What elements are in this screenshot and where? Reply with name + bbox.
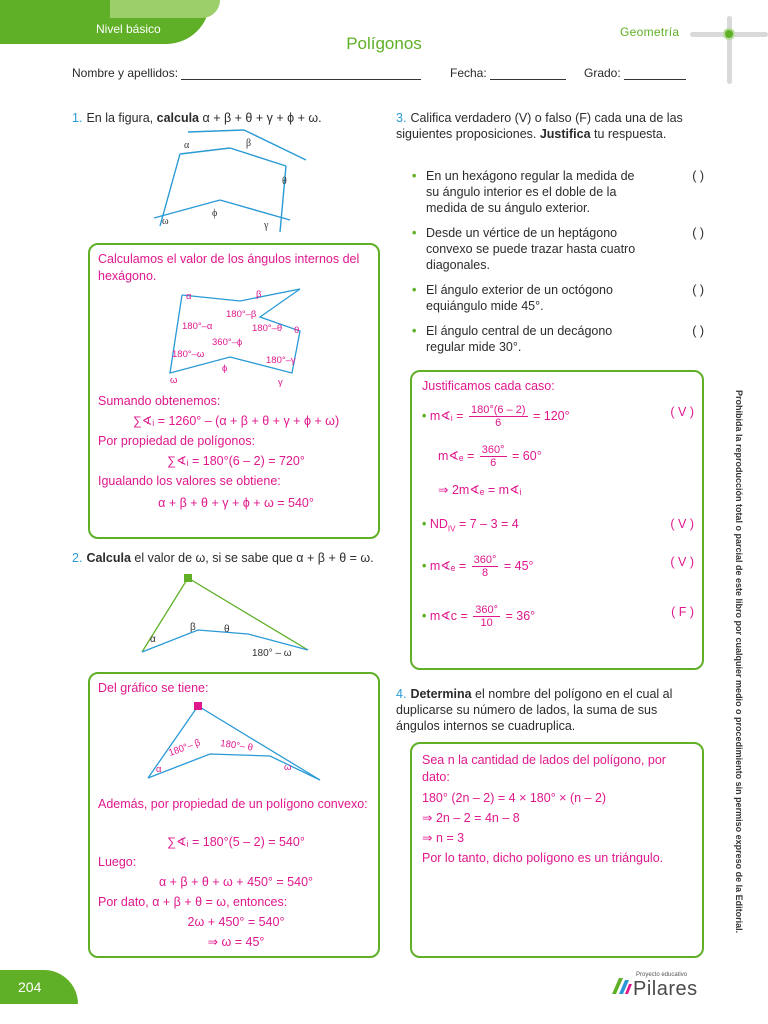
date-label: Fecha: — [450, 66, 487, 80]
solution-box-4 — [410, 742, 704, 958]
fraction-denominator: 6 — [490, 457, 497, 469]
fig1-label: θ — [282, 176, 287, 187]
pilares-logo-icon — [610, 974, 632, 998]
sol2-formula: ∑∢ᵢ = 180°(5 – 2) = 540° — [167, 835, 305, 849]
decor-dot-icon — [723, 28, 735, 40]
date-line[interactable] — [490, 67, 566, 80]
sol2-fig-label: ω — [284, 762, 292, 773]
tf-item-text: En un hexágono regular la medida de su ángulo interior es el doble de la medida de su ángulo exterior. — [426, 169, 635, 215]
grade-line[interactable] — [624, 67, 686, 80]
sol2-formula: α + β + θ + ω + 450° = 540° — [158, 875, 314, 889]
fraction-numerator: 360° — [481, 444, 505, 456]
pentagon-solution-figure — [140, 698, 330, 788]
answer-blank[interactable]: ( ) — [692, 283, 704, 297]
formula-part: = 7 – 3 = 4 — [455, 517, 519, 531]
page-title: Polígonos — [346, 34, 422, 53]
sol3-case-3 — [422, 554, 694, 579]
grade-field[interactable] — [584, 66, 686, 80]
sol1-line: Por propiedad de polígonos: — [98, 434, 256, 448]
formula-part: m∢c = — [429, 608, 472, 623]
sol1-fig-label: 360°–ϕ — [212, 337, 243, 348]
statement-text: el nombre del polígono en el cual al duplicarse su número de lados, la suma de sus ángulos internos se cuadruplica. — [396, 687, 673, 733]
fraction — [473, 604, 500, 629]
name-field[interactable] — [72, 66, 421, 80]
name-line[interactable] — [181, 67, 421, 80]
tf-item — [412, 168, 704, 216]
fraction — [472, 554, 499, 579]
fraction-denominator: 8 — [481, 567, 489, 579]
bullet-icon: • — [422, 558, 430, 573]
answer-blank[interactable]: ( ) — [692, 226, 704, 240]
fig1-label: ϕ — [212, 208, 218, 219]
tf-item — [412, 323, 704, 355]
sol1-fig-label: θ — [294, 325, 300, 336]
fig2-label: α — [150, 634, 156, 645]
sol3-title: Justificamos cada caso: — [422, 379, 555, 393]
statement-expression: α + β + θ + γ + ϕ + ω. — [199, 111, 322, 125]
sol2-result: ⇒ ω = 45° — [207, 935, 265, 949]
problem-number: 1. — [72, 111, 83, 125]
fig2-label: θ — [224, 624, 230, 635]
sol2-line: Además, por propiedad de un polígono convexo: — [98, 797, 368, 811]
fraction-denominator: 10 — [480, 617, 493, 629]
tf-item-text: Desde un vértice de un heptágono convexo se puede trazar hasta cuatro diagonales. — [426, 226, 636, 272]
fig2-label: 180° – ω — [252, 648, 292, 659]
answer-mark: ( V ) — [670, 555, 694, 569]
formula-part: = 36° — [502, 608, 536, 623]
sol2-intro: Del gráfico se tiene: — [98, 681, 209, 695]
statement-text: En la figura, — [86, 111, 157, 125]
tf-item-text: El ángulo exterior de un octógono equiángulo mide 45°. — [426, 283, 613, 313]
sol1-fig-label: 180°–γ — [266, 355, 296, 366]
solution-box-1 — [88, 243, 380, 539]
problem-number: 3. — [396, 111, 407, 125]
tf-item — [412, 225, 704, 273]
formula-part: = 60° — [508, 448, 542, 463]
copyright-side-note — [732, 390, 744, 950]
answer-blank[interactable]: ( ) — [692, 169, 704, 183]
sol2-fig-label: α — [156, 764, 162, 775]
sol3-case-1 — [422, 404, 694, 429]
header-band-accent — [110, 0, 220, 18]
date-field[interactable] — [450, 66, 566, 80]
decor-bar-vertical — [727, 16, 732, 84]
answer-mark: ( V ) — [670, 405, 694, 419]
sol1-fig-label: α — [186, 291, 192, 302]
fraction — [469, 404, 528, 429]
sol1-fig-label: 180°–θ — [252, 323, 283, 334]
copyright-text: Prohibida la reproducción total o parcial de este libro por cualquier medio o procedimiento sin permiso expreso de la Editorial. — [734, 390, 744, 934]
sol4-formula: 180° (2n – 2) = 4 × 180° × (n – 2) — [422, 791, 607, 805]
sol1-result: α + β + θ + γ + ϕ + ω = 540° — [158, 496, 314, 510]
solution-box-2 — [88, 672, 380, 958]
pentagon-figure — [138, 568, 314, 660]
problem-1-statement — [72, 110, 372, 126]
name-label: Nombre y apellidos: — [72, 66, 179, 80]
hexagon-solution-figure — [160, 287, 310, 391]
tf-item — [412, 282, 704, 314]
sol2-fig-label: 180°– β — [167, 737, 203, 759]
sol1-line: Sumando obtenemos: — [98, 394, 221, 408]
level-label: Nivel básico — [96, 22, 161, 36]
formula-part: = 120° — [529, 408, 570, 423]
sol1-formula: ∑∢ᵢ = 1260° – (α + β + θ + γ + ϕ + ω) — [132, 414, 340, 428]
statement-verb: Justifica — [539, 127, 591, 141]
answer-blank[interactable]: ( ) — [692, 324, 704, 338]
sol3-case-4 — [422, 604, 694, 629]
bullet-icon: • — [422, 517, 430, 531]
fig1-label: β — [246, 138, 252, 149]
subject-label: Geometría — [620, 25, 680, 39]
sol2-formula: 2ω + 450° = 540° — [187, 915, 285, 929]
fig1-label: ω — [162, 216, 169, 227]
brand-name: Pilares — [633, 978, 698, 1000]
fraction-numerator: 360° — [475, 604, 499, 616]
statement-verb: Determina — [410, 687, 472, 701]
statement-verb: Calcula — [86, 551, 131, 565]
fig2-label: β — [190, 622, 196, 633]
answer-mark: ( F ) — [671, 605, 694, 619]
sol1-fig-label: 180°–ω — [172, 349, 205, 360]
problem-4-statement — [396, 686, 704, 734]
statement-text: tu respuesta. — [590, 127, 667, 141]
statement-text: el valor de ω, si se sabe que α + β + θ = ω. — [130, 551, 374, 565]
sol1-intro: Calculamos el valor de los ángulos internos del hexágono. — [98, 252, 360, 283]
sol1-fig-label: γ — [278, 377, 283, 388]
sol1-formula: ∑∢ᵢ = 180°(6 – 2) = 720° — [167, 454, 305, 468]
fraction — [480, 444, 507, 469]
tf-item-text: El ángulo central de un decágono regular mide 30°. — [426, 324, 613, 354]
sol3-case-1c: ⇒ 2m∢ₑ = m∢ᵢ — [438, 483, 522, 497]
formula-part: m∢ᵢ = — [429, 408, 467, 423]
formula-part: m∢ₑ = — [429, 558, 470, 573]
answer-mark: ( V ) — [670, 517, 694, 531]
sol1-fig-label: 180°–α — [182, 321, 213, 332]
formula-part: m∢ₑ = — [438, 448, 478, 463]
sol4-formula: ⇒ 2n – 2 = 4n – 8 — [422, 811, 520, 825]
sol1-fig-label: β — [256, 289, 262, 300]
sol2-fig-label: 180°– θ — [219, 738, 254, 754]
sol4-result: Por lo tanto, dicho polígono es un triángulo. — [422, 851, 664, 865]
bullet-icon: • — [422, 608, 430, 623]
grade-label: Grado: — [584, 66, 621, 80]
sol4-line: Sea n la cantidad de lados del polígono, por dato: — [422, 753, 666, 784]
statement-verb: calcula — [156, 111, 200, 125]
bullet-icon: • — [422, 408, 430, 423]
sol2-line: Luego: — [98, 855, 137, 869]
sol4-formula: ⇒ n = 3 — [422, 831, 465, 845]
sol2-line: Por dato, α + β + θ = ω, entonces: — [98, 895, 288, 909]
fig1-label: γ — [264, 220, 269, 231]
true-false-list — [412, 168, 704, 364]
problem-number: 2. — [72, 551, 83, 565]
problem-2-statement — [72, 550, 382, 566]
sol1-fig-label: ϕ — [222, 363, 228, 374]
solution-box-3 — [410, 370, 704, 670]
statement-text: Califica verdadero (V) o falso (F) cada una de las siguientes proposiciones. — [396, 111, 683, 141]
sol1-fig-label: 180°–β — [226, 309, 257, 320]
page-number: 204 — [18, 979, 42, 995]
formula-part: = 45° — [500, 558, 534, 573]
hexagon-figure — [140, 128, 310, 236]
fig1-label: α — [184, 140, 190, 151]
fraction-numerator: 180°(6 – 2) — [470, 404, 526, 416]
fraction-numerator: 360° — [473, 554, 497, 566]
formula-part: ND — [429, 517, 448, 531]
problem-number: 4. — [396, 687, 407, 701]
brand-tagline: Proyecto educativo — [636, 972, 688, 978]
sol3-case-2 — [422, 516, 694, 538]
formula-subscript: IV — [447, 524, 456, 534]
problem-3-statement — [396, 110, 704, 142]
sol1-line: Igualando los valores se obtiene: — [98, 474, 281, 488]
sol3-case-1b — [438, 444, 542, 469]
fraction-denominator: 6 — [495, 417, 502, 429]
sol1-fig-label: ω — [170, 375, 178, 386]
